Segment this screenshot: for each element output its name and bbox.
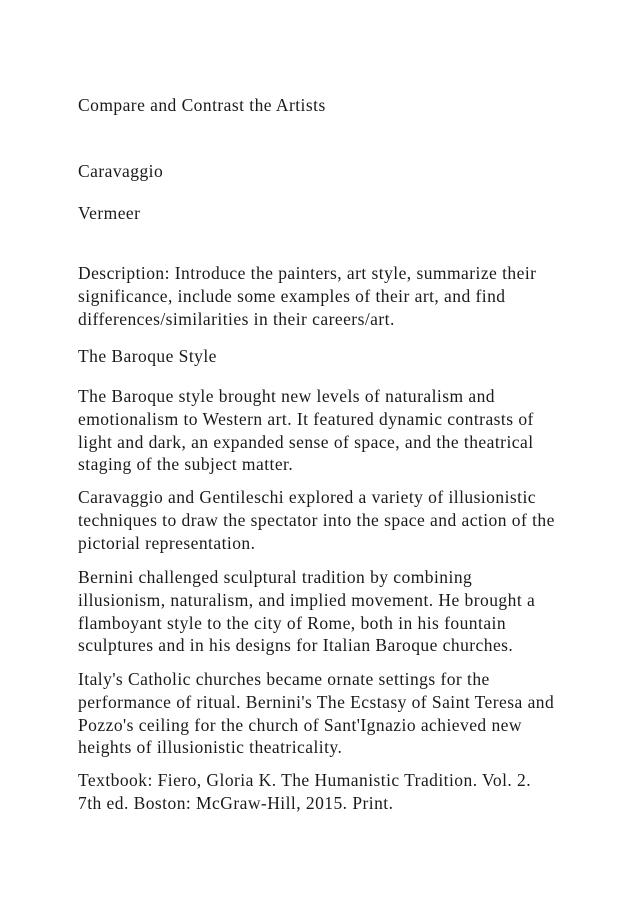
artist-name-caravaggio: Caravaggio	[78, 161, 164, 181]
textbook-citation: Textbook: Fiero, Gloria K. The Humanistic Tradition. Vol. 2. 7th ed. Boston: McGraw-Hill, 2015. Print.	[78, 770, 532, 813]
paragraph-caravaggio-gentileschi: Caravaggio and Gentileschi explored a variety of illusionistic techniques to draw the spectator into the space and action of the pictorial representation.	[78, 487, 555, 553]
description-paragraph: Description: Introduce the painters, art style, summarize their significance, include some examples of their art, and find differences/similarities in their careers/art.	[78, 263, 537, 329]
artist-name-vermeer: Vermeer	[78, 203, 141, 223]
paragraph-catholic-churches: Italy's Catholic churches became ornate settings for the performance of ritual. Bernini's The Ecstasy of Saint Teresa and Pozzo's ceiling for the church of Sant'Ignazio achieved new heights of illusionistic theatricality.	[78, 669, 555, 758]
section-heading: The Baroque Style	[78, 346, 217, 366]
document-title: Compare and Contrast the Artists	[78, 95, 326, 115]
paragraph-baroque-style: The Baroque style brought new levels of naturalism and emotionalism to Western art. It featured dynamic contrasts of light and dark, an expanded sense of space, and the theatrical staging of the subject matter.	[78, 386, 534, 475]
paragraph-bernini: Bernini challenged sculptural tradition by combining illusionism, naturalism, and implied movement. He brought a flamboyant style to the city of Rome, both in his fountain sculptures and in his designs for Italian Baroque churches.	[78, 567, 536, 656]
